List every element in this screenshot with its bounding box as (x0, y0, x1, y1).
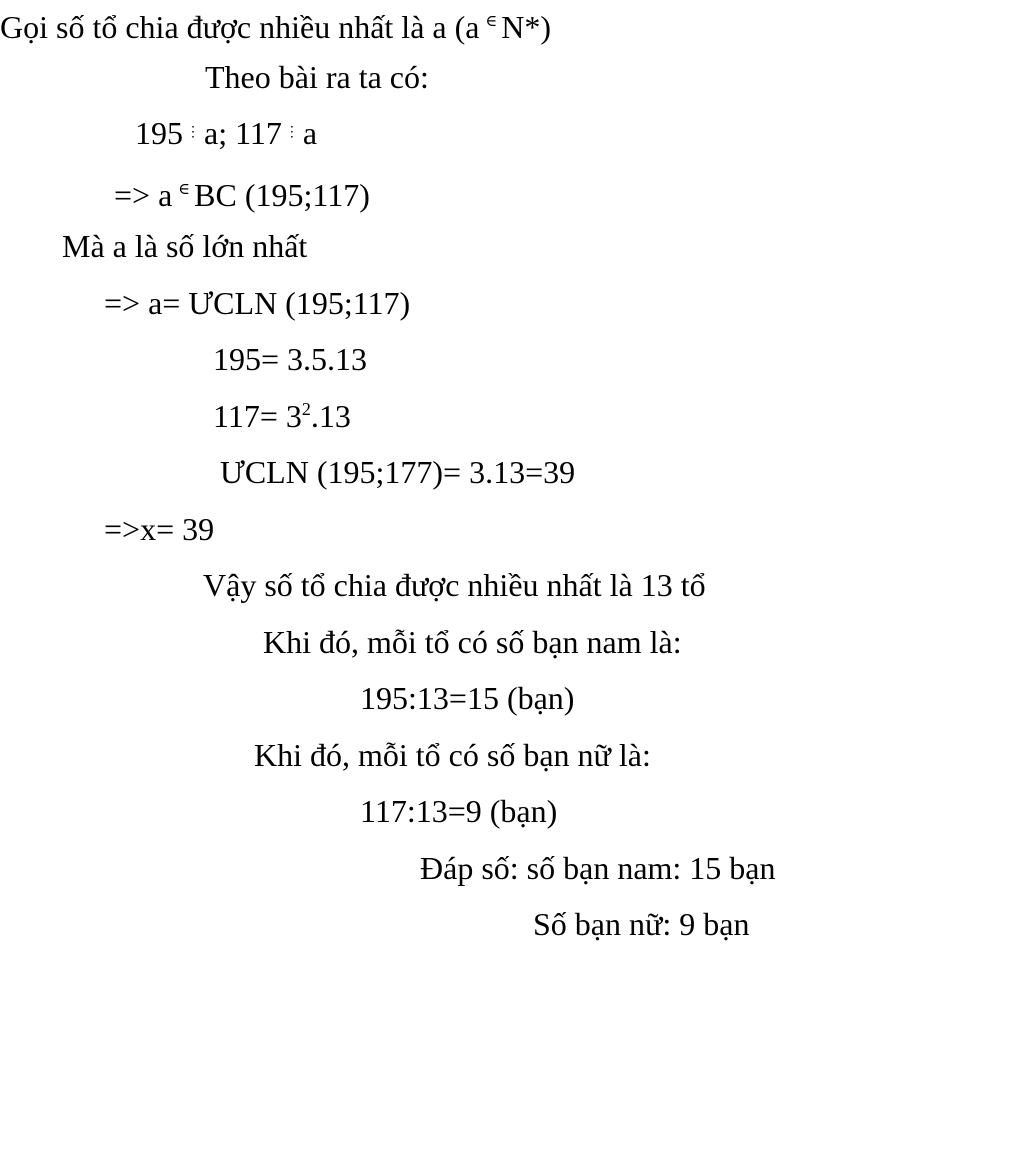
line-let-a-set: N*) (501, 9, 552, 45)
line-answer-boys: Đáp số: số bạn nam: 15 bạn (420, 850, 776, 886)
exponent: 2 (301, 399, 311, 419)
element-of-symbol: ∈ (485, 13, 498, 30)
divisible-symbol: ⋮ (186, 125, 200, 140)
line-let-a (0, 2, 551, 47)
line-divisibility (135, 113, 317, 153)
line-boys-calc: 195:13=15 (bạn) (360, 680, 575, 716)
element-of-symbol: ∈ (178, 181, 191, 198)
line-answer-girls: Số bạn nữ: 9 bạn (533, 906, 750, 942)
line-x-value: =>x= 39 (104, 511, 215, 547)
line-factor-117-base: 117= 3 (213, 398, 302, 434)
line-gcd: => a= ƯCLN (195;117) (104, 285, 411, 321)
line-greatest: Mà a là số lớn nhất (62, 228, 308, 264)
line-girls-intro: Khi đó, mỗi tổ có số bạn nữ là: (254, 737, 651, 773)
line-factor-117-rest: .13 (310, 398, 351, 434)
line-gcd-result: ƯCLN (195;177)= 3.13=39 (220, 454, 576, 490)
line-divisibility-117: a; 117 (204, 115, 282, 151)
line-girls-calc: 117:13=9 (bạn) (360, 793, 558, 829)
line-common-divisor-set: BC (195;117) (194, 177, 370, 213)
line-divisibility-a: a (302, 115, 318, 151)
line-common-divisor-a: => a (114, 177, 173, 213)
line-factor-195: 195= 3.5.13 (213, 341, 368, 377)
line-boys-intro: Khi đó, mỗi tổ có số bạn nam là: (263, 624, 682, 660)
line-divisibility-195: 195 (135, 115, 183, 151)
line-given: Theo bài ra ta có: (205, 59, 429, 95)
divisible-symbol: ⋮ (284, 125, 299, 140)
line-factor-117 (213, 396, 351, 436)
line-let-a-text: Gọi số tổ chia được nhiều nhất là a (a (0, 9, 480, 45)
line-conclusion: Vậy số tổ chia được nhiều nhất là 13 tổ (203, 567, 706, 603)
line-common-divisor (114, 170, 370, 215)
